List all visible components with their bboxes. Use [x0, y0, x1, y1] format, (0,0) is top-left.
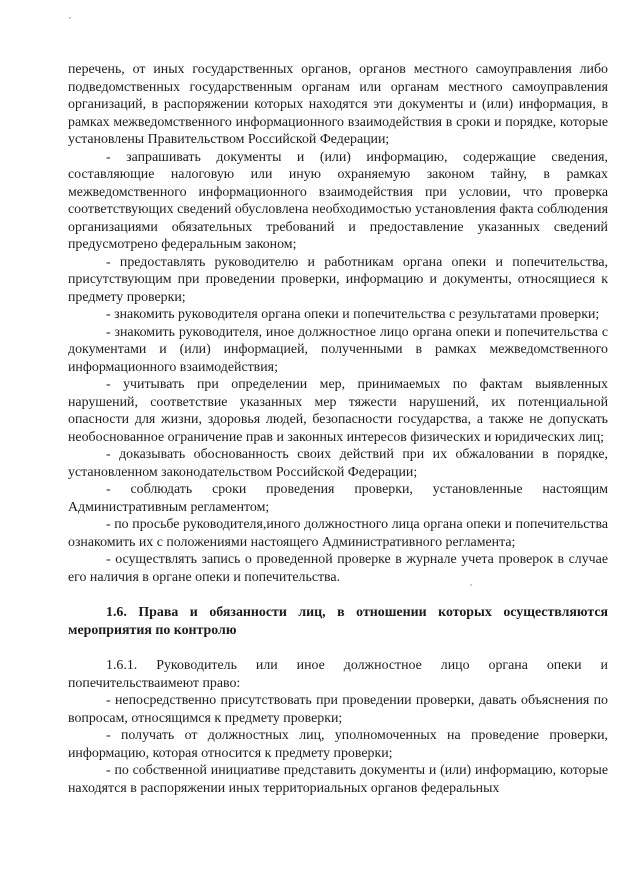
paragraph: перечень, от иных государственных органов, органов местного самоуправления либо подведомственных государственным органам или органам местного самоуправления организаций, в распоряжении которых находятся эти документы и (или) информация, в рамках межведомственного информационного взаимодействия в сроки и порядке, которые установлены Правительством Российской Федерации;	[68, 62, 608, 147]
list-item: - соблюдать сроки проведения проверки, установленные настоящим Административным регламентом;	[68, 482, 608, 515]
document-body	[68, 61, 608, 797]
list-item: - непосредственно присутствовать при проведении проверки, давать объяснения по вопросам, относящимся к предмету проверки;	[68, 693, 608, 726]
list-item: - знакомить руководителя органа опеки и попечительства с результатами проверки;	[106, 307, 600, 322]
list-item: - знакомить руководителя, иное должностное лицо органа опеки и попечительства с документами и (или) информацией, полученными в рамках межведомственного информационного взаимодействия;	[68, 324, 608, 375]
list-item: - запрашивать документы и (или) информацию, содержащие сведения, составляющие налоговую или иную охраняемую законом тайну, в рамках межведомственного информационного взаимодействия при условии, что проверка соответствующих сведений обусловлена необходимостью установления факта соблюдения организациями обязательных требований и предоставление указанных сведений предусмотрено федеральным законом;	[68, 149, 608, 252]
list-item: - учитывать при определении мер, принимаемых по фактам выявленных нарушений, соответствие указанных мер тяжести нарушений, их потенциальной опасности для жизни, здоровья людей, безопасности государства, а также не допускать необоснованное ограничение прав и законных интересов физических и юридических лиц;	[68, 377, 608, 445]
list-item: - получать от должностных лиц, уполномоченных на проведение проверки, информацию, которая относится к предмету проверки;	[68, 728, 608, 761]
list-item: - по просьбе руководителя,иного должностного лица органа опеки и попечительства ознакомить их с положениями настоящего Административного регламента;	[68, 517, 608, 550]
section-heading: 1.6. Права и обязанности лиц, в отношении которых осуществляются мероприятия по контролю	[68, 605, 608, 638]
scan-speck	[69, 17, 71, 19]
list-item: - по собственной инициативе представить документы и (или) информацию, которые находятся в распоряжении иных территориальных органов федеральных	[68, 763, 608, 796]
list-item: - доказывать обоснованность своих действий при их обжаловании в порядке, установленном законодательством Российской Федерации;	[68, 447, 608, 480]
subsection-intro: 1.6.1. Руководитель или иное должностное лицо органа опеки и попечительстваимеют право:	[68, 658, 608, 691]
list-item: - предоставлять руководителю и работникам органа опеки и попечительства, присутствующим при проведении проверки, информацию и документы, относящиеся к предмету проверки;	[68, 254, 608, 305]
list-item: - осуществлять запись о проведенной проверке в журнале учета проверок в случае его наличия в органе опеки и попечительства.	[68, 552, 608, 585]
